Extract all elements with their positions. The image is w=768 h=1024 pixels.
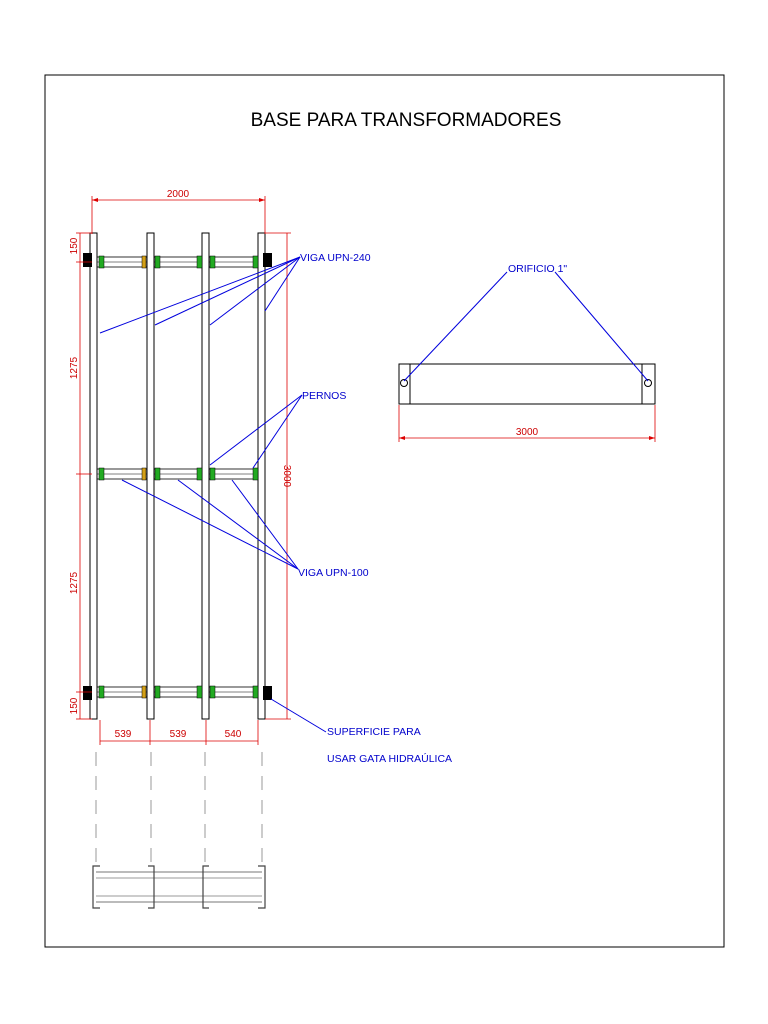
main-beam-4 [258, 233, 265, 719]
cross-beam-row-middle [96, 469, 264, 479]
label-superficie-line1: SUPERFICIE PARA [327, 726, 421, 738]
support-pad [83, 686, 92, 700]
plan-view [83, 233, 272, 719]
bolt [155, 686, 160, 698]
main-beam-2 [147, 233, 154, 719]
side-beam [399, 364, 655, 404]
support-pad [83, 253, 92, 267]
dim-end-top: 150 [69, 237, 80, 255]
label-superficie-line2: USAR GATA HIDRAÚLICA [327, 753, 453, 765]
main-beam-3 [202, 233, 209, 719]
dim-bay-3: 540 [224, 729, 242, 740]
dim-end-bottom: 150 [69, 697, 80, 715]
cross-beam-row-bottom [96, 687, 264, 697]
support-pad [263, 253, 272, 267]
bolt [197, 686, 202, 698]
side-view [399, 263, 655, 442]
main-beam-1 [90, 233, 97, 719]
label-viga-upn-240: VIGA UPN-240 [300, 252, 371, 264]
bolt [253, 256, 258, 268]
label-viga-upn-100: VIGA UPN-100 [298, 567, 369, 579]
dim-side-length: 3000 [515, 427, 539, 438]
bolt [197, 468, 202, 480]
label-orificio: ORIFICIO 1" [508, 263, 568, 275]
dim-bay-1: 539 [114, 729, 132, 740]
drawing-title: BASE PARA TRANSFORMADORES [250, 110, 562, 131]
bolt [155, 468, 160, 480]
support-pad [263, 686, 272, 700]
dim-span-upper: 1275 [69, 356, 80, 380]
bolt [99, 256, 104, 268]
bolt [155, 256, 160, 268]
dim-overall-width: 2000 [166, 189, 190, 200]
dim-span-lower: 1275 [69, 571, 80, 595]
bolt [253, 468, 258, 480]
bolt [99, 686, 104, 698]
dim-bay-2: 539 [169, 729, 187, 740]
label-pernos: PERNOS [302, 390, 347, 402]
bolt [253, 686, 258, 698]
bolt [210, 256, 215, 268]
cross-beam-row-top [96, 257, 264, 267]
bolt [197, 256, 202, 268]
bolt-nut [142, 468, 146, 480]
bolt-nut [142, 686, 146, 698]
bolt [210, 686, 215, 698]
section-view-bottom [93, 752, 265, 908]
dim-overall-length: 3000 [281, 464, 292, 488]
bolt [210, 468, 215, 480]
bolt [99, 468, 104, 480]
bolt-nut [142, 256, 146, 268]
